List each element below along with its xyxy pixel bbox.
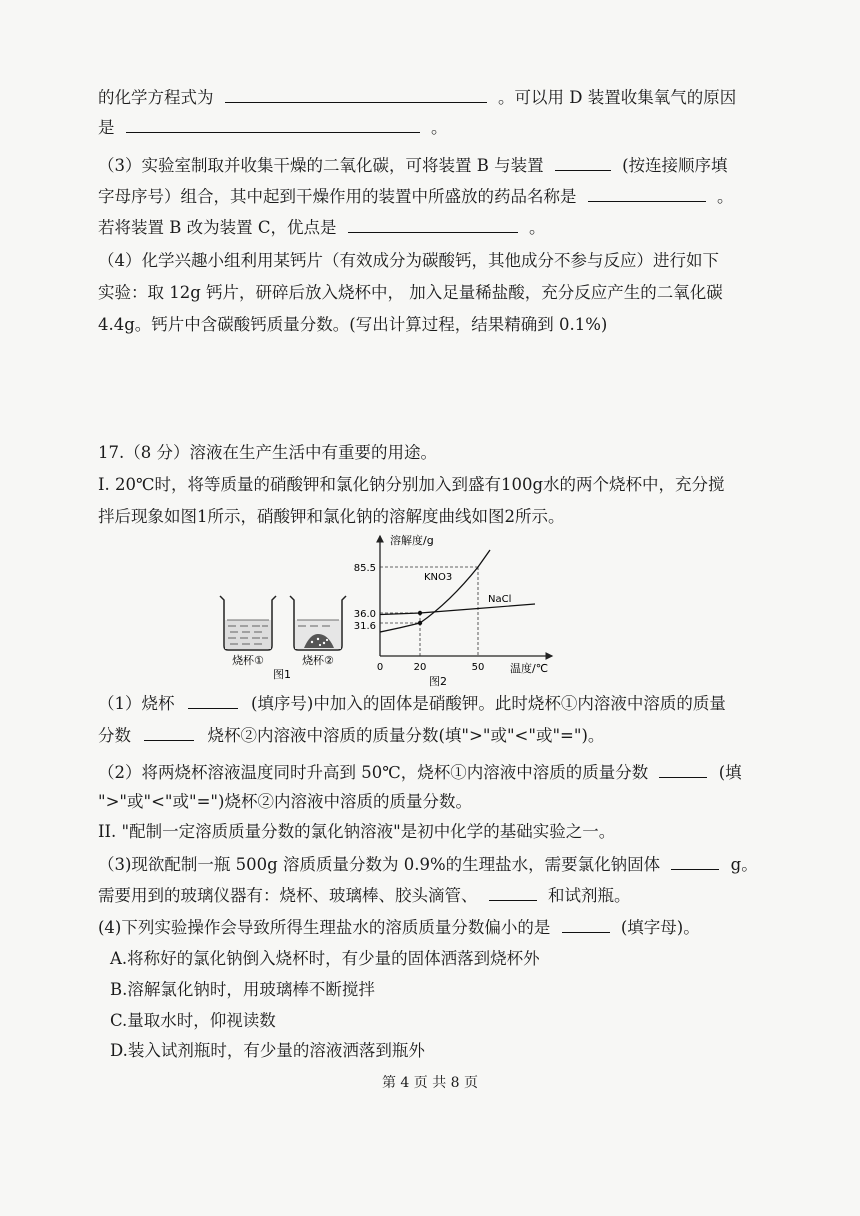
figure-2-caption: 图2 bbox=[429, 675, 447, 688]
answer-blank[interactable] bbox=[225, 86, 487, 103]
q16-p4-line1: （4）化学兴趣小组利用某钙片（有效成分为碳酸钙，其他成分不参与反应）进行如下 bbox=[98, 251, 719, 270]
q16-p3-line2: 字母序号）组合，其中起到干燥作用的装置中所盛放的药品名称是 。 bbox=[98, 187, 734, 206]
answer-blank[interactable] bbox=[588, 185, 706, 202]
answer-blank[interactable] bbox=[348, 216, 518, 233]
figure-1-caption: 图1 bbox=[273, 668, 291, 680]
x-tick-0: 0 bbox=[376, 662, 384, 673]
q16-p3-line3: 若将装置 B 改为装置 C，优点是 。 bbox=[98, 218, 546, 237]
option-c: C.量取水时，仰视读数 bbox=[110, 1011, 276, 1030]
answer-blank[interactable] bbox=[126, 116, 420, 133]
answer-blank[interactable] bbox=[659, 761, 707, 778]
page-footer: 第 4 页 共 8 页 bbox=[381, 1075, 479, 1091]
y-tick-85.5: 85.5 bbox=[353, 563, 376, 574]
point-20-31.6 bbox=[418, 621, 422, 625]
x-tick-20: 20 bbox=[413, 662, 427, 673]
y-tick-36.0: 36.0 bbox=[353, 609, 376, 620]
q16-p4-line3: 4.4g。钙片中含碳酸钙质量分数。(写出计算过程，结果精确到 0.1%) bbox=[98, 315, 608, 334]
q17-i-line2: 拌后现象如图1所示，硝酸钾和氯化钠的溶解度曲线如图2所示。 bbox=[98, 507, 565, 526]
x-tick-50: 50 bbox=[471, 662, 485, 673]
q17-title: 17.（8 分）溶液在生产生活中有重要的用途。 bbox=[98, 443, 437, 462]
point-20-36.0 bbox=[418, 611, 422, 615]
q16-line2: 是 。 bbox=[98, 118, 448, 137]
beaker-2 bbox=[290, 596, 346, 650]
y-tick-31.6: 31.6 bbox=[353, 621, 376, 632]
answer-blank[interactable] bbox=[489, 884, 537, 901]
q17-p3-line2: 需要用到的玻璃仪器有：烧杯、玻璃棒、胶头滴管、 和试剂瓶。 bbox=[98, 886, 631, 905]
q16-p3-line1: （3）实验室制取并收集干燥的二氧化碳，可将装置 B 与装置 (按连接顺序填 bbox=[98, 156, 728, 175]
option-d: D.装入试剂瓶时，有少量的溶液洒落到瓶外 bbox=[110, 1041, 425, 1060]
answer-blank[interactable] bbox=[555, 154, 611, 171]
series-label-nacl: NaCl bbox=[488, 594, 512, 605]
q17-p1-line2: 分数 烧杯②内溶液中溶质的质量分数(填">"或"<"或"=")。 bbox=[98, 726, 605, 745]
beaker-2-label: 烧杯② bbox=[302, 654, 334, 667]
beaker-1-label: 烧杯① bbox=[232, 654, 264, 667]
figure-1-beakers bbox=[210, 590, 360, 680]
option-b: B.溶解氯化钠时，用玻璃棒不断搅拌 bbox=[110, 980, 375, 999]
answer-blank[interactable] bbox=[188, 692, 238, 709]
q17-p1-line1: （1）烧杯 (填序号)中加入的固体是硝酸钾。此时烧杯①内溶液中溶质的质量 bbox=[98, 694, 726, 713]
q17-p2-line2: ">"或"<"或"=")烧杯②内溶液中溶质的质量分数。 bbox=[98, 792, 472, 811]
q17-section-ii: II. "配制一定溶质质量分数的氯化钠溶液"是初中化学的基础实验之一。 bbox=[98, 822, 616, 841]
series-label-kno3: KNO3 bbox=[424, 572, 453, 583]
q16-p4-line2: 实验：取 12g 钙片，研碎后放入烧杯中， 加入足量稀盐酸，充分反应产生的二氧化碳 bbox=[98, 283, 723, 302]
y-axis-label: 溶解度/g bbox=[390, 534, 434, 547]
kno3-curve bbox=[380, 550, 490, 632]
answer-blank[interactable] bbox=[562, 916, 610, 933]
figure-2-solubility-chart bbox=[340, 530, 570, 690]
beaker-1 bbox=[220, 596, 276, 650]
answer-blank[interactable] bbox=[144, 724, 194, 741]
q17-p3-line1: （3)现欲配制一瓶 500g 溶质质量分数为 0.9%的生理盐水，需要氯化钠固体 g。 bbox=[98, 855, 758, 874]
x-axis-label: 温度/℃ bbox=[510, 662, 549, 675]
nacl-curve bbox=[380, 604, 535, 615]
option-a: A.将称好的氯化钠倒入烧杯时，有少量的固体洒落到烧杯外 bbox=[110, 949, 540, 968]
q17-p2-line1: （2）将两烧杯溶液温度同时升高到 50℃，烧杯①内溶液中溶质的质量分数 (填 bbox=[98, 763, 742, 782]
q16-line1: 的化学方程式为 。可以用 D 装置收集氧气的原因 bbox=[98, 88, 737, 107]
q17-p4: (4)下列实验操作会导致所得生理盐水的溶质质量分数偏小的是 (填字母)。 bbox=[98, 918, 700, 937]
answer-blank[interactable] bbox=[671, 853, 719, 870]
q17-i-line1: I. 20℃时，将等质量的硝酸钾和氯化钠分别加入到盛有100g水的两个烧杯中，充分搅 bbox=[98, 475, 725, 494]
